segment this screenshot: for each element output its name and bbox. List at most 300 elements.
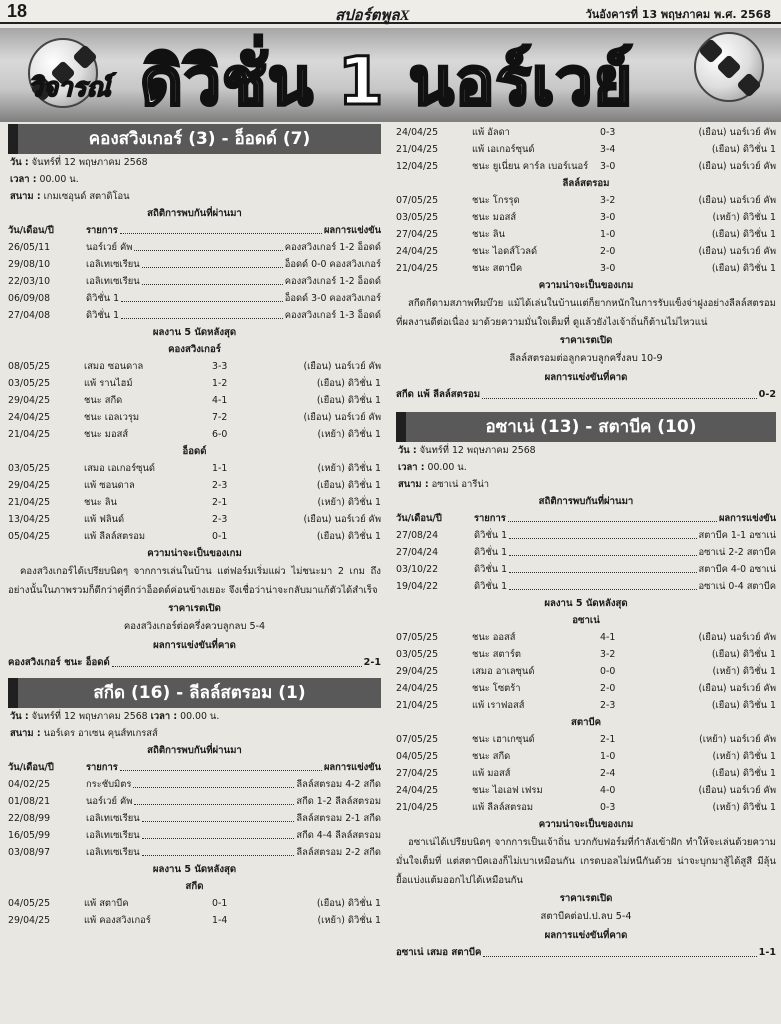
form-date: 13/04/25 (8, 514, 51, 525)
dotted-leader (509, 561, 696, 573)
h2h-row (8, 256, 381, 273)
h2h-result: ลีลล์สตรอม 4-2 สกีด (296, 779, 381, 790)
odds-heading: ราคาเรตเปิด (559, 335, 613, 346)
h2h-comp: เอลิเทเซเรียน (86, 276, 140, 287)
form-score: 1-0 (600, 229, 616, 240)
form-score: 7-2 (212, 412, 228, 423)
form-result: ชนะ เอลเวรุม (84, 412, 140, 423)
form-venue: (เยือน) นอร์เวย์ คัพ (303, 412, 381, 423)
form-score: 0-1 (212, 898, 228, 909)
time-label: เวลา : (150, 711, 178, 722)
match-venue-label: สนาม : (10, 191, 41, 202)
form-venue: (เหย้า) ดิวิชั่น 1 (317, 429, 381, 440)
form-date: 07/05/25 (396, 734, 439, 745)
h2h-heading: สถิติการพบกันที่ผ่านมา (538, 496, 634, 507)
form-venue: (เยือน) ดิวิชั่น 1 (711, 700, 776, 711)
dotted-leader (120, 222, 322, 234)
h2h-date: 27/04/08 (8, 310, 51, 321)
form-score: 6-0 (212, 429, 228, 440)
dotted-leader (112, 654, 362, 667)
h2h-row (8, 273, 381, 290)
form-result: แพ้ มอสส์ (472, 768, 511, 779)
predict-heading: ผลการแข่งขันที่คาด (153, 640, 236, 651)
h2h-result: อ็อดด์ 0-0 คองสวิงเกอร์ (284, 259, 381, 270)
form-venue: (เยือน) ดิวิชั่น 1 (711, 768, 776, 779)
match-time (396, 459, 776, 476)
h2h-row (396, 544, 776, 561)
dotted-leader (134, 793, 294, 805)
h2h-comp: ดิวิชั่น 1 (474, 564, 508, 575)
date-label: วัน : (10, 711, 29, 722)
form-date: 24/04/25 (8, 412, 51, 423)
form-result: ชนะ สกีด (472, 751, 511, 762)
form-row (396, 141, 776, 158)
form-row (396, 697, 776, 714)
h2h-result: อ็อดด์ 3-0 คองสวิงเกอร์ (284, 293, 381, 304)
match-venue (396, 476, 776, 493)
form-venue: (เยือน) นอร์เวย์ คัพ (303, 361, 381, 372)
form-row (8, 426, 381, 443)
form-row (396, 646, 776, 663)
form-date: 07/05/25 (396, 195, 439, 206)
form-venue: (เหย้า) ดิวิชั่น 1 (712, 802, 776, 813)
h2h-comp: เอลิเทเซเรียน (86, 259, 140, 270)
form-venue: (เยือน) ดิวิชั่น 1 (316, 480, 381, 491)
form-result: แพ้ เอเกอร์ซุนด์ (472, 144, 535, 155)
form-venue: (เหย้า) ดิวิชั่น 1 (712, 751, 776, 762)
dotted-leader (142, 810, 295, 822)
dotted-leader (483, 944, 756, 957)
form-row (8, 528, 381, 545)
form-result: ชนะ สกีด (84, 395, 123, 406)
h2h-comp: กระชับมิตร (86, 779, 132, 790)
brand-logo: สปอร์ตพูลX (335, 8, 410, 24)
form-result: แพ้ อัลดา (472, 127, 510, 138)
h2h-date: 04/02/25 (8, 779, 51, 790)
dotted-leader (134, 239, 282, 251)
h2h-date: 03/08/97 (8, 847, 51, 858)
form-score: 3-4 (600, 144, 616, 155)
form-score: 1-2 (212, 378, 228, 389)
form-date: 07/05/25 (396, 632, 439, 643)
form-venue: (เยือน) นอร์เวย์ คัพ (698, 683, 776, 694)
form-venue: (เยือน) ดิวิชั่น 1 (316, 378, 381, 389)
dotted-leader (509, 544, 696, 556)
match-title: อซาเน่ (13) - สตาบีค (10) (396, 412, 776, 442)
odds-text: สตาบีคต่อป.ป.ลบ 5-4 (540, 911, 632, 922)
form-venue: (เยือน) นอร์เวย์ คัพ (303, 514, 381, 525)
h2h-result: คองสวิงเกอร์ 1-2 อ็อดด์ (284, 276, 381, 287)
form-score: 2-0 (600, 246, 616, 257)
form-result: ชนะ ลิน (472, 229, 505, 240)
predict-text: สกีด แพ้ ลีลล์สตรอม (396, 389, 481, 400)
h2h-comp: นอร์เวย์ คัพ (86, 242, 133, 253)
form-date: 03/05/25 (8, 378, 51, 389)
match-time-value: 00.00 น. (39, 174, 79, 185)
form-row (8, 912, 381, 929)
match-venue-value: เกมเซอุนด์ สตาดิโอน (43, 191, 130, 202)
form-row (396, 209, 776, 226)
match-date-time (8, 708, 381, 725)
form-row (8, 460, 381, 477)
h2h-comp: เอลิเทเซเรียน (86, 813, 140, 824)
form-row (396, 124, 776, 141)
match-venue-label: สนาม : (398, 479, 429, 490)
h2h-row (8, 844, 381, 861)
form-row (396, 158, 776, 175)
form-venue: (เยือน) นอร์เวย์ คัพ (698, 632, 776, 643)
odds-text: ลีลล์สตรอมต่อลูกควบลูกครึ่งลบ 10-9 (509, 353, 663, 364)
match-date (396, 442, 776, 459)
dotted-leader (142, 256, 283, 268)
h2h-header (396, 510, 776, 527)
h2h-date: 19/04/22 (396, 581, 439, 592)
dotted-leader (121, 290, 283, 302)
h2h-date: 27/04/24 (396, 547, 439, 558)
chance-text: คองสวิงเกอร์ได้เปรียบนิดๆ จากการเล่นในบ้าน แต่ฟอร์มเริ่มแผ่ว ไม่ชนะมา 2 เกม ถึงอย่างนั้นในภาพรวมก็ดีกว่าคู่ตีกว่าอ็อดด์ค่อนข้างเยอะ จึงเชื่อว่าน่าจะกลับมาแก้ตัวได้สำเร็จ (8, 566, 381, 596)
page-number: 18 (7, 1, 28, 21)
last5-heading: ผลงาน 5 นัดหลังสุด (152, 327, 237, 338)
match-venue (8, 725, 381, 742)
h2h-row (8, 810, 381, 827)
form-venue: (เหย้า) ดิวิชั่น 1 (712, 666, 776, 677)
form-row (396, 192, 776, 209)
chance-text: อซาเน่ได้เปรียบนิดๆ จากการเป็นเจ้าถิ่น บวกกับฟอร์มที่กำลังเข้าฝัก ทำให้จะเล่นด้วยความมั่นใจเต็มที่ แต่สตาบีคเองก็ไม่เบาเหมือนกัน เกรดบอลไม่หนีกันด้วย น่าจะบุกมาสู้ได้สูสี มีลุ้นยื้อแบ่งแต้มออกไปได้เหมือนกัน (396, 837, 776, 886)
h2h-row (8, 307, 381, 324)
h2h-row (396, 527, 776, 544)
form-row (396, 226, 776, 243)
h2h-header (8, 759, 381, 776)
match-venue (8, 188, 381, 205)
dotted-leader (133, 776, 294, 788)
form-score: 2-4 (600, 768, 616, 779)
form-result: ชนะ มอสส์ (84, 429, 129, 440)
col-date-header: วัน/เดือน/ปี (8, 762, 54, 773)
form-result: ชนะ มอสส์ (472, 212, 517, 223)
page-header (0, 0, 781, 24)
form-venue: (เยือน) นอร์เวย์ คัพ (698, 161, 776, 172)
form-date: 29/04/25 (8, 395, 51, 406)
match-title: สกีด (16) - ลีลล์สตรอม (1) (8, 678, 381, 708)
h2h-header (8, 222, 381, 239)
h2h-date: 27/08/24 (396, 530, 439, 541)
h2h-date: 06/09/08 (8, 293, 51, 304)
form-score: 1-1 (212, 463, 228, 474)
h2h-date: 29/08/10 (8, 259, 51, 270)
h2h-result: สกีด 4-4 ลีลล์สตรอม (296, 830, 381, 841)
form-venue: (เยือน) ดิวิชั่น 1 (316, 395, 381, 406)
form-row (8, 358, 381, 375)
team-b-heading: อ็อดด์ (182, 446, 207, 457)
form-venue: (เยือน) นอร์เวย์ คัพ (698, 127, 776, 138)
prediction (396, 386, 776, 404)
predict-score: 0-2 (758, 389, 776, 400)
form-result: เสมอ เอเกอร์ซุนด์ (84, 463, 155, 474)
h2h-comp: ดิวิชั่น 1 (474, 547, 508, 558)
form-row (396, 765, 776, 782)
form-venue: (เหย้า) นอร์เวย์ คัพ (699, 734, 776, 745)
h2h-heading: สถิติการพบกันที่ผ่านมา (147, 745, 242, 756)
form-date: 21/04/25 (396, 263, 439, 274)
h2h-row (8, 290, 381, 307)
h2h-date: 16/05/99 (8, 830, 51, 841)
soccer-ball-icon (694, 32, 764, 102)
dotted-leader (142, 827, 295, 839)
h2h-result: อซาเน่ 0-4 สตาบีค (698, 581, 776, 592)
match-date (8, 154, 381, 171)
form-score: 3-3 (212, 361, 228, 372)
form-score: 0-3 (600, 127, 616, 138)
form-row (396, 629, 776, 646)
dotted-leader (508, 510, 717, 522)
form-date: 27/04/25 (396, 768, 439, 779)
prediction (8, 654, 381, 672)
form-date: 21/04/25 (8, 429, 51, 440)
form-venue: (เหย้า) ดิวิชั่น 1 (317, 915, 381, 926)
match-venue-value: อซาเน่ อารีน่า (431, 479, 490, 490)
col-result-header: ผลการแข่งขัน (323, 762, 381, 773)
form-date: 03/05/25 (8, 463, 51, 474)
col-date-header: วัน/เดือน/ปี (8, 225, 54, 236)
form-result: ชนะ เฮาเกซุนด์ (472, 734, 535, 745)
h2h-result: คองสวิงเกอร์ 1-2 อ็อดด์ (284, 242, 381, 253)
h2h-date: 01/08/21 (8, 796, 51, 807)
form-date: 03/05/25 (396, 649, 439, 660)
prediction (396, 944, 776, 962)
banner-title: ดิวิชั่น 1 นอร์เวย์ (140, 43, 634, 120)
h2h-comp: เอลิเทเซเรียน (86, 847, 140, 858)
form-result: ชนะ ไอดส์โวลด์ (472, 246, 538, 257)
form-score: 3-0 (600, 263, 616, 274)
form-result: ชนะ สตาร์ต (472, 649, 521, 660)
form-result: แพ้ ลีลล์สตรอม (84, 531, 146, 542)
form-date: 24/04/25 (396, 246, 439, 257)
form-date: 21/04/25 (396, 144, 439, 155)
chance-heading: ความน่าจะเป็นของเกม (538, 819, 634, 830)
last5-heading: ผลงาน 5 นัดหลังสุด (152, 864, 237, 875)
form-date: 24/04/25 (396, 683, 439, 694)
form-result: ชนะ สตาบีค (472, 263, 523, 274)
predict-heading: ผลการแข่งขันที่คาด (544, 930, 628, 941)
dotted-leader (121, 307, 283, 319)
h2h-result: สตาบีค 1-1 อซาเน่ (698, 530, 776, 541)
form-venue: (เหย้า) ดิวิชั่น 1 (317, 463, 381, 474)
form-date: 21/04/25 (396, 700, 439, 711)
h2h-result: ลีลล์สตรอม 2-1 สกีด (296, 813, 381, 824)
match-time-value: 00.00 น. (427, 462, 467, 473)
dotted-leader (142, 273, 283, 285)
match-venue-value: นอร์เดร อาเซน คุนส์ทเกรสส์ (43, 728, 158, 739)
form-date: 21/04/25 (8, 497, 51, 508)
form-result: ชนะ ออสส์ (472, 632, 516, 643)
form-score: 2-3 (212, 480, 228, 491)
form-date: 08/05/25 (8, 361, 51, 372)
h2h-heading: สถิติการพบกันที่ผ่านมา (147, 208, 242, 219)
left-column (8, 124, 381, 929)
h2h-date: 26/05/11 (8, 242, 51, 253)
form-score: 2-1 (600, 734, 616, 745)
h2h-row (8, 793, 381, 810)
form-result: เสมอ ซอนดาล (84, 361, 144, 372)
form-result: ชนะ ยูเนี่ยน คาร์ล เบอร์เนอร์ (472, 161, 589, 172)
h2h-row (396, 578, 776, 595)
form-venue: (เยือน) ดิวิชั่น 1 (711, 263, 776, 274)
form-date: 04/05/25 (396, 751, 439, 762)
chance-heading: ความน่าจะเป็นของเกม (538, 280, 634, 291)
h2h-comp: ดิวิชั่น 1 (474, 530, 508, 541)
dotted-leader (142, 844, 295, 856)
form-row (396, 260, 776, 277)
form-result: แพ้ ฟลินด์ (84, 514, 125, 525)
form-score: 4-0 (600, 785, 616, 796)
form-result: แพ้ คองสวิงเกอร์ (84, 915, 151, 926)
spacer (396, 404, 776, 412)
form-row (8, 392, 381, 409)
odds-heading: ราคาเรตเปิด (168, 603, 221, 614)
form-score: 1-4 (212, 915, 228, 926)
form-score: 1-0 (600, 751, 616, 762)
form-venue: (เยือน) ดิวิชั่น 1 (711, 229, 776, 240)
form-result: แพ้ สตาบีค (84, 898, 129, 909)
form-row (396, 243, 776, 260)
h2h-comp: เอลิเทเซเรียน (86, 830, 140, 841)
col-comp-header: รายการ (86, 225, 118, 236)
team-a-heading: คองสวิงเกอร์ (168, 344, 221, 355)
form-date: 27/04/25 (396, 229, 439, 240)
form-score: 2-3 (212, 514, 228, 525)
h2h-result: สตาบีค 4-0 อซาเน่ (698, 564, 776, 575)
right-column (396, 124, 776, 962)
predict-score: 2-1 (363, 657, 381, 668)
form-score: 3-2 (600, 649, 616, 660)
form-row (396, 663, 776, 680)
banner-subtitle: วิจารณ์ (28, 72, 111, 102)
h2h-result: อซาเน่ 2-2 สตาบีค (698, 547, 776, 558)
match-title: คองสวิงเกอร์ (3) - อ็อดด์ (7) (8, 124, 381, 154)
col-result-header: ผลการแข่งขัน (718, 513, 776, 524)
h2h-date: 03/10/22 (396, 564, 439, 575)
form-row (396, 799, 776, 816)
odds-heading: ราคาเรตเปิด (559, 893, 613, 904)
form-result: ชนะ โซตร้า (472, 683, 521, 694)
form-date: 24/04/25 (396, 127, 439, 138)
form-venue: (เยือน) ดิวิชั่น 1 (316, 531, 381, 542)
form-result: แพ้ ซอนดาล (84, 480, 135, 491)
chance-text: สกีดกีดามสภาพทีมบ๊วย แม้ได้เล่นในบ้านแต่ก็ยากหนักในการรับแข็งจ่าฝูงอย่างลีลล์สตรอมที่ผลงานดีต่อเนื่อง มาด้วยความมั่นใจเต็มที่ ดูแล้วยังไงเจ้าถิ่นก็ต้านไม่ไหวแน่ (396, 298, 776, 328)
h2h-date: 22/08/99 (8, 813, 51, 824)
last5-heading: ผลงาน 5 นัดหลังสุด (544, 598, 628, 609)
form-venue: (เยือน) ดิวิชั่น 1 (711, 144, 776, 155)
form-score: 0-0 (600, 666, 616, 677)
h2h-result: ลีลล์สตรอม 2-2 สกีด (296, 847, 381, 858)
match-venue-label: สนาม : (10, 728, 41, 739)
team-a-heading: สกีด (185, 881, 204, 892)
h2h-comp: ดิวิชั่น 1 (474, 581, 508, 592)
form-row (8, 477, 381, 494)
col-result-header: ผลการแข่งขัน (323, 225, 381, 236)
match-date-label: วัน : (398, 445, 417, 456)
form-result: แพ้ เราฟอสส์ (472, 700, 525, 711)
form-score: 3-0 (600, 161, 616, 172)
section-banner (0, 28, 781, 122)
form-date: 29/04/25 (8, 915, 51, 926)
form-row (396, 748, 776, 765)
h2h-row (8, 239, 381, 256)
match-date-value: จันทร์ที่ 12 พฤษภาคม 2568 (31, 157, 148, 168)
form-venue: (เยือน) ดิวิชั่น 1 (316, 898, 381, 909)
form-row (8, 375, 381, 392)
team-b-heading: ลีลล์สตรอม (562, 178, 610, 189)
form-date: 21/04/25 (396, 802, 439, 813)
match-time (8, 171, 381, 188)
match-time-label: เวลา : (398, 462, 425, 473)
form-row (8, 511, 381, 528)
h2h-result: คองสวิงเกอร์ 1-3 อ็อดด์ (284, 310, 381, 321)
form-row (8, 494, 381, 511)
col-comp-header: รายการ (474, 513, 506, 524)
form-result: เสมอ อาเลซุนด์ (472, 666, 535, 677)
h2h-comp: ดิวิชั่น 1 (86, 293, 120, 304)
form-result: ชนะ ไอเอฟ เฟรม (472, 785, 543, 796)
h2h-row (8, 776, 381, 793)
predict-score: 1-1 (758, 947, 776, 958)
h2h-row (396, 561, 776, 578)
h2h-result: สกีด 1-2 ลีลล์สตรอม (296, 796, 381, 807)
form-venue: (เยือน) นอร์เวย์ คัพ (698, 785, 776, 796)
dotted-leader (120, 759, 322, 771)
form-venue: (เยือน) ดิวิชั่น 1 (711, 649, 776, 660)
form-row (396, 680, 776, 697)
form-result: แพ้ ลีลล์สตรอม (472, 802, 534, 813)
form-score: 4-1 (600, 632, 616, 643)
col-comp-header: รายการ (86, 762, 118, 773)
form-score: 3-2 (600, 195, 616, 206)
odds-text: คองสวิงเกอร์ต่อครึ่งควบลูกลบ 5-4 (123, 621, 266, 632)
form-row (396, 782, 776, 799)
form-score: 0-3 (600, 802, 616, 813)
form-row (396, 731, 776, 748)
form-date: 12/04/25 (396, 161, 439, 172)
form-date: 29/04/25 (396, 666, 439, 677)
form-score: 4-1 (212, 395, 228, 406)
form-row (8, 409, 381, 426)
h2h-comp: ดิวิชั่น 1 (86, 310, 120, 321)
form-date: 24/04/25 (396, 785, 439, 796)
predict-text: อซาเน่ เสมอ สตาบีค (396, 947, 482, 958)
match-time-label: เวลา : (10, 174, 37, 185)
form-result: ชนะ โกรรุด (472, 195, 520, 206)
form-score: 2-1 (212, 497, 228, 508)
form-score: 0-1 (212, 531, 228, 542)
h2h-date: 22/03/10 (8, 276, 51, 287)
h2h-comp: นอร์เวย์ คัพ (86, 796, 133, 807)
form-date: 03/05/25 (396, 212, 439, 223)
date-value: จันทร์ที่ 12 พฤษภาคม 2568 (31, 711, 148, 722)
predict-text: คองสวิงเกอร์ ชนะ อ็อดด์ (8, 657, 110, 668)
form-result: แพ้ รานไฮม์ (84, 378, 133, 389)
form-result: ชนะ ลิน (84, 497, 117, 508)
col-date-header: วัน/เดือน/ปี (396, 513, 442, 524)
h2h-row (8, 827, 381, 844)
form-score: 3-0 (600, 212, 616, 223)
match-date-value: จันทร์ที่ 12 พฤษภาคม 2568 (419, 445, 536, 456)
predict-heading: ผลการแข่งขันที่คาด (544, 372, 628, 383)
chance-heading: ความน่าจะเป็นของเกม (147, 548, 242, 559)
form-venue: (เยือน) นอร์เวย์ คัพ (698, 195, 776, 206)
dotted-leader (482, 386, 757, 399)
issue-date: วันอังคารที่ 13 พฤษภาคม พ.ศ. 2568 (585, 8, 771, 21)
form-row (8, 895, 381, 912)
